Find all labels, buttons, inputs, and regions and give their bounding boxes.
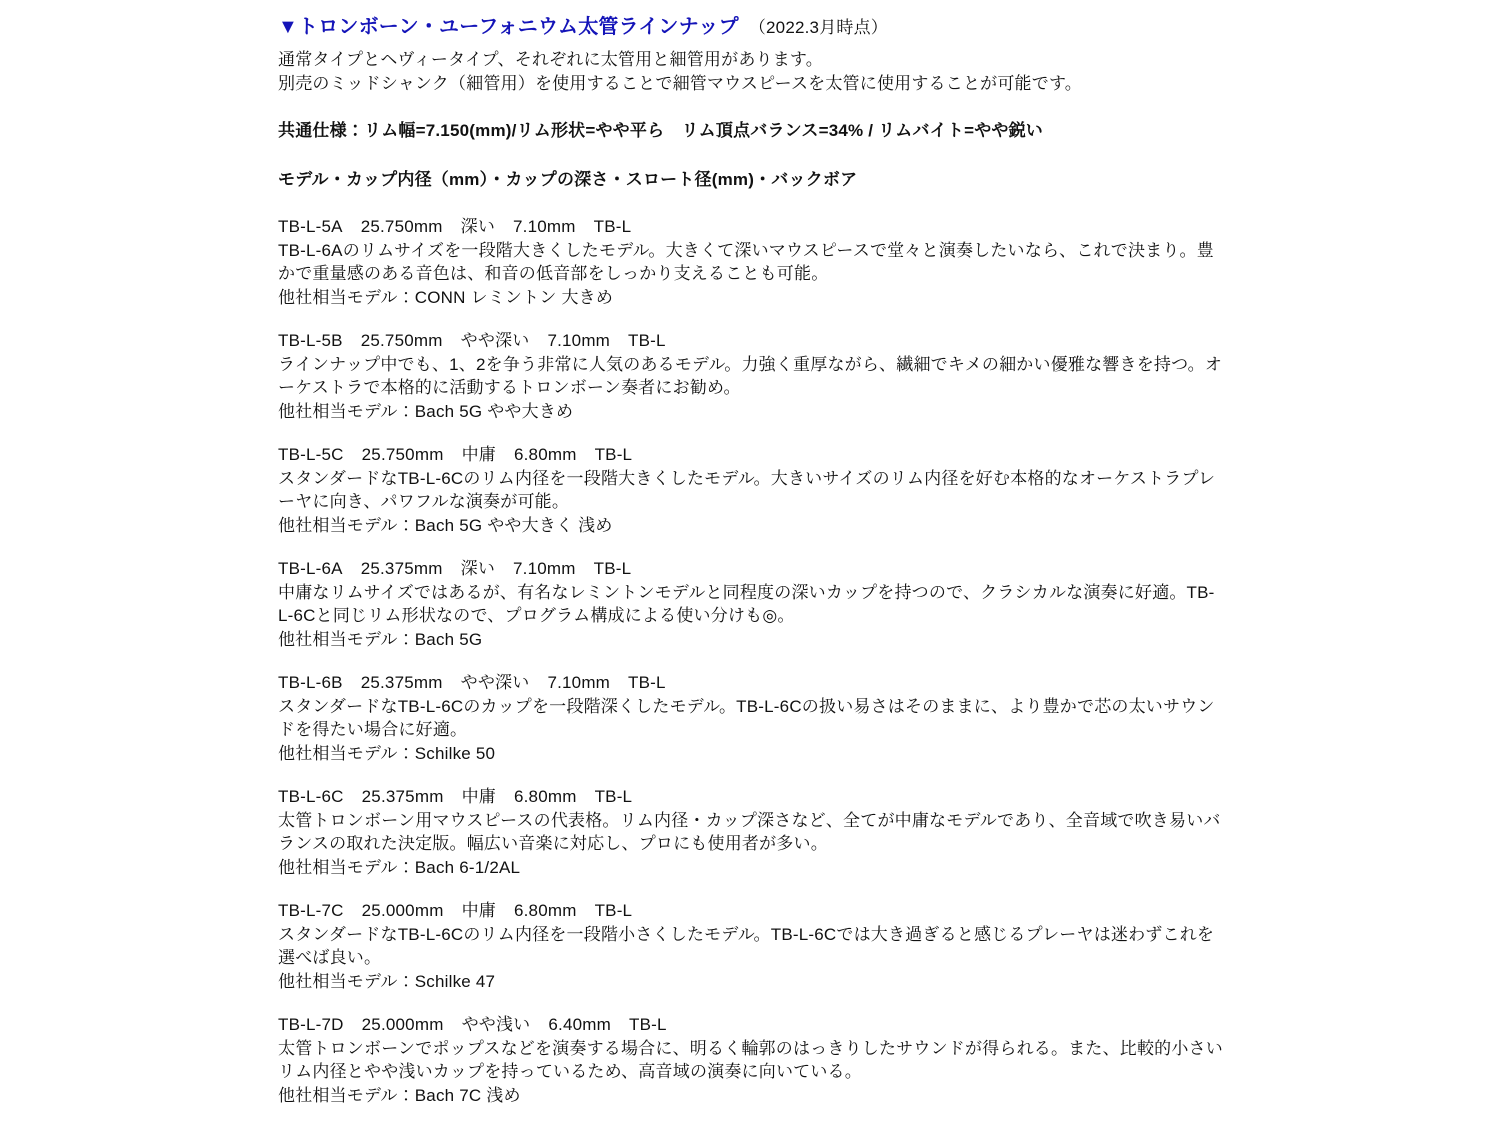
model-list	[278, 215, 1226, 1107]
model-description: ラインナップ中でも、1、2を争う非常に人気のあるモデル。力強く重厚ながら、繊細でキメの細かい優雅な響きを持つ。オーケストラで本格的に活動するトロンボーン奏者にお勧め。	[278, 354, 1223, 397]
model-cup-diameter: 25.375mm	[360, 673, 443, 692]
model-code: TB-L-7C	[278, 901, 344, 920]
model-code: TB-L-6B	[278, 673, 343, 692]
model-cup-diameter: 25.750mm	[360, 331, 443, 350]
model-section-tb-l-5b	[278, 329, 1226, 423]
model-section-tb-l-5a	[278, 215, 1226, 309]
model-cup-diameter: 25.375mm	[360, 559, 443, 578]
model-section-tb-l-6a	[278, 557, 1226, 651]
model-throat: 6.80mm	[513, 445, 577, 464]
intro-line-2: 別売のミッドシャンク（細管用）を使用することで細管マウスピースを太管に使用することが可能です。	[278, 73, 1082, 93]
model-equivalent: 他社相当モデル：Bach 5G	[278, 629, 483, 649]
model-spec-row	[278, 443, 1226, 467]
model-spec-row	[278, 215, 1226, 239]
model-throat: 6.80mm	[513, 901, 577, 920]
model-spec-row	[278, 1013, 1226, 1037]
model-cup-diameter: 25.000mm	[361, 1015, 444, 1034]
model-description: 太管トロンボーンでポップスなどを演奏する場合に、明るく輪郭のはっきりしたサウンドが得られる。また、比較的小さいリム内径とやや浅いカップを持っているため、高音域の演奏に向いている。	[278, 1038, 1223, 1081]
intro-paragraph	[278, 48, 1226, 95]
model-cup-depth: 中庸	[461, 445, 496, 464]
model-cup-depth: 深い	[460, 217, 496, 236]
model-code: TB-L-5B	[278, 331, 343, 350]
model-code: TB-L-5C	[278, 445, 344, 464]
model-backbore: TB-L	[594, 787, 633, 806]
triangle-marker-icon: ▼	[278, 16, 298, 38]
model-throat: 6.80mm	[513, 787, 577, 806]
model-description: 中庸なリムサイズではあるが、有名なレミントンモデルと同程度の深いカップを持つので、クラシカルな演奏に好適。TB-L-6Cと同じリム形状なので、プログラム構成による使い分けも◎。	[278, 582, 1215, 625]
model-cup-depth: やや深い	[460, 673, 530, 692]
model-throat: 7.10mm	[547, 331, 611, 350]
model-equivalent: 他社相当モデル：Bach 6-1/2AL	[278, 857, 521, 877]
model-backbore: TB-L	[628, 1015, 667, 1034]
model-code: TB-L-5A	[278, 217, 343, 236]
model-equivalent: 他社相当モデル：Bach 5G やや大きめ	[278, 401, 574, 421]
model-spec-row	[278, 329, 1226, 353]
model-backbore: TB-L	[593, 559, 632, 578]
model-backbore: TB-L	[628, 331, 666, 350]
model-backbore: TB-L	[594, 445, 633, 464]
model-equivalent: 他社相当モデル：Bach 5G やや大きく 浅め	[278, 515, 613, 535]
model-description: スタンダードなTB-L-6Cのリム内径を一段階小さくしたモデル。TB-L-6Cでは大き過ぎると感じるプレーヤは迷わずこれを選べば良い。	[278, 924, 1215, 967]
model-throat: 7.10mm	[513, 217, 576, 236]
model-spec-row	[278, 899, 1226, 923]
model-spec-row	[278, 671, 1226, 695]
model-section-tb-l-5c	[278, 443, 1226, 537]
model-code: TB-L-6C	[278, 787, 344, 806]
model-cup-diameter: 25.000mm	[361, 901, 444, 920]
model-section-tb-l-6c	[278, 785, 1226, 879]
model-throat: 7.10mm	[513, 559, 576, 578]
model-backbore: TB-L	[593, 217, 632, 236]
model-description: スタンダードなTB-L-6Cのリム内径を一段階大きくしたモデル。大きいサイズのリム内径を好む本格的なオーケストラプレーヤに向き、パワフルな演奏が可能。	[278, 468, 1216, 511]
model-equivalent: 他社相当モデル：Schilke 47	[278, 971, 496, 991]
model-cup-depth: やや浅い	[461, 1015, 531, 1034]
model-backbore: TB-L	[594, 901, 633, 920]
model-code: TB-L-6A	[278, 559, 343, 578]
model-equivalent: 他社相当モデル：Bach 7C 浅め	[278, 1085, 521, 1105]
model-throat: 7.10mm	[547, 673, 611, 692]
model-throat: 6.40mm	[548, 1015, 611, 1034]
model-code: TB-L-7D	[278, 1015, 344, 1034]
model-section-tb-l-6b	[278, 671, 1226, 765]
intro-line-1: 通常タイプとヘヴィータイプ、それぞれに太管用と細管用があります。	[278, 50, 823, 69]
model-description: TB-L-6Aのリムサイズを一段階大きくしたモデル。大きくて深いマウスピースで堂々と演奏したいなら、これで決まり。豊かで重量感のある音色は、和音の低音部をしっかり支えることも可能。	[278, 240, 1214, 283]
model-cup-diameter: 25.750mm	[360, 217, 443, 236]
model-spec-row	[278, 557, 1226, 581]
lineup-document	[278, 14, 1226, 1125]
model-cup-depth: 深い	[460, 559, 496, 578]
page-title-date-note: （2022.3月時点）	[748, 18, 889, 37]
model-cup-diameter: 25.375mm	[361, 787, 444, 806]
model-cup-depth: やや深い	[460, 331, 530, 350]
model-cup-depth: 中庸	[461, 901, 496, 920]
model-cup-diameter: 25.750mm	[361, 445, 444, 464]
common-spec-line: 共通仕様：リム幅=7.150(mm)/リム形状=やや平ら リム頂点バランス=34% / リムバイト=やや鋭い	[278, 121, 1044, 140]
model-backbore: TB-L	[628, 673, 666, 692]
model-spec-row	[278, 785, 1226, 809]
model-equivalent: 他社相当モデル：Schilke 50	[278, 743, 496, 763]
model-equivalent: 他社相当モデル：CONN レミントン 大きめ	[278, 287, 614, 307]
page-title	[278, 14, 1226, 40]
model-description: 太管トロンボーン用マウスピースの代表格。リム内径・カップ深さなど、全てが中庸なモデルであり、全音域で吹き易いバランスの取れた決定版。幅広い音楽に対応し、プロにも使用者が多い。	[278, 810, 1221, 853]
model-cup-depth: 中庸	[461, 787, 496, 806]
model-section-tb-l-7c	[278, 899, 1226, 993]
model-description: スタンダードなTB-L-6Cのカップを一段階深くしたモデル。TB-L-6Cの扱い易さはそのままに、より豊かで芯の太いサウンドを得たい場合に好適。	[278, 696, 1215, 739]
model-section-tb-l-7d	[278, 1013, 1226, 1107]
columns-header-line: モデル・カップ内径（mm）・カップの深さ・スロート径(mm)・バックボア	[278, 169, 858, 189]
page-title-text: トロンボーン・ユーフォニウム太管ラインナップ	[298, 16, 739, 38]
